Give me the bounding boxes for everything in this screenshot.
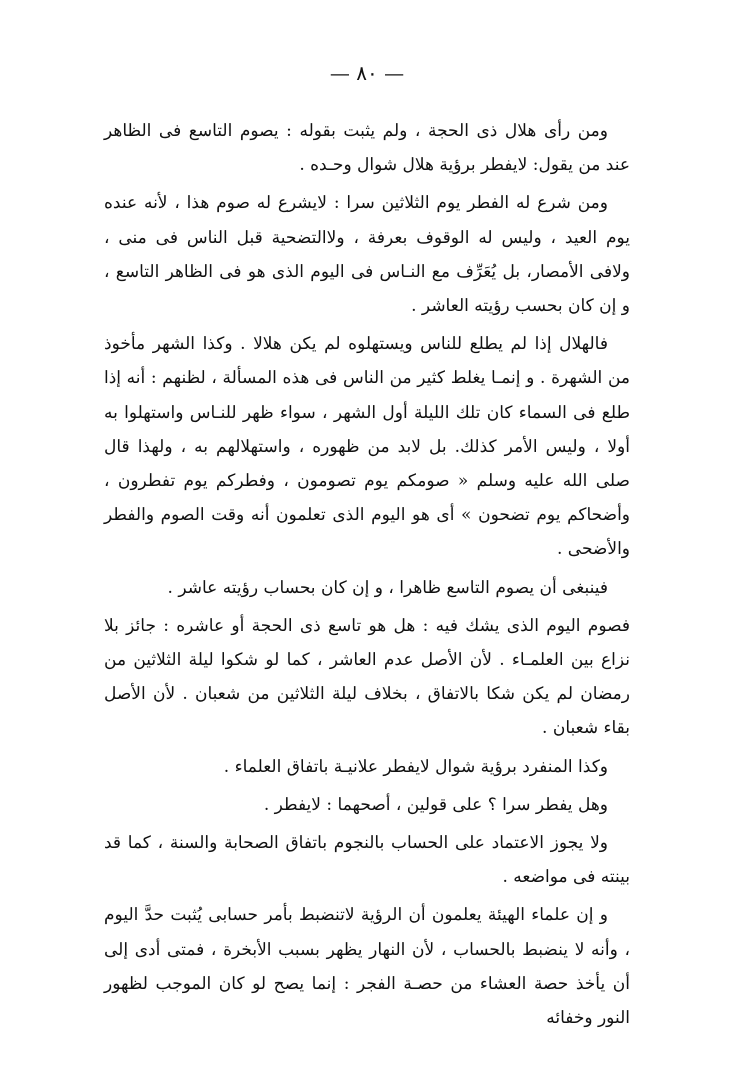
body-text xyxy=(104,114,630,1039)
paragraph: وهل يفطر سرا ؟ على قولين ، أصحهما : لايفطر . xyxy=(263,794,608,815)
paragraph: فصوم اليوم الذى يشك فيه : هل هو تاسع ذى الحجة أو عاشره : جائز بلا نزاع بين العلمـاء . لأن الأصل عدم العاشر ، كما لو شكوا ليلة الثلاثين من رمضان لم يكن شكا بالاتفاق ، بخلاف ليلة الثلاثين من شعبان . لأن الأصل بقاء شعبان . xyxy=(104,615,630,739)
paragraph: ومن رأى هلال ذى الحجة ، ولم يثبت بقوله : يصوم التاسع فى الظاهر عند من يقول: لايفطر برؤية هلال شوال وحـده . xyxy=(104,121,630,176)
paragraph: فالهلال إذا لم يطلع للناس ويستهلوه لم يكن هلالا . وكذا الشهر مأخوذ من الشهرة . و إنمـا يغلط كثير من الناس فى هذه المسألة ، لظنهم : أنه إذا طلع فى السماء كان تلك الليلة أول الشهر ، سواء ظهر للنـاس واستهلوا به أولا ، وليس الأمر كذلك. بل لابد من ظهوره ، واستهلالهم به ، ولهذا قال صلى الله عليه وسلم « صومكم يوم تصومون ، وفطركم يوم تفطرون ، وأضحاكم يوم تضحون » أى هو اليوم الذى تعلمون أنه وقت الصوم والفطر والأضحى . xyxy=(104,334,630,560)
paragraph: فينبغى أن يصوم التاسع ظاهرا ، و إن كان بحساب رؤيته عاشر . xyxy=(167,577,608,598)
paragraph: و إن علماء الهيئة يعلمون أن الرؤية لاتنضبط بأمر حسابى يُثبت حدَّ اليوم ، وأنه لا ينضبط بالحساب ، لأن النهار يظهر بسبب الأبخرة ، فمتى أدى إلى أن يأخذ حصة العشاء من حصـة الفجر : إنما يصح لو كان الموجب لظهور النور وخفائه xyxy=(104,905,630,1029)
paragraph: ولا يجوز الاعتماد على الحساب بالنجوم باتفاق الصحابة والسنة ، كما قد بينته فى مواضعه . xyxy=(104,833,630,888)
paragraph: ومن شرع له الفطر يوم الثلاثين سرا : لايشرع له صوم هذا ، لأنه عنده يوم العيد ، وليس له الوقوف بعرفة ، ولاالتضحية قبل الناس فى منى ، ولافى الأمصار، بل يُعَرِّف مع النـاس فى اليوم الذى هو فى الظاهر التاسع ، و إن كان بحسب رؤيته العاشر . xyxy=(104,193,630,317)
paragraph: وكذا المنفرد برؤية شوال لايفطر علانيـة باتفاق العلماء . xyxy=(223,756,608,777)
page-number: — ٨٠ — xyxy=(329,61,405,85)
